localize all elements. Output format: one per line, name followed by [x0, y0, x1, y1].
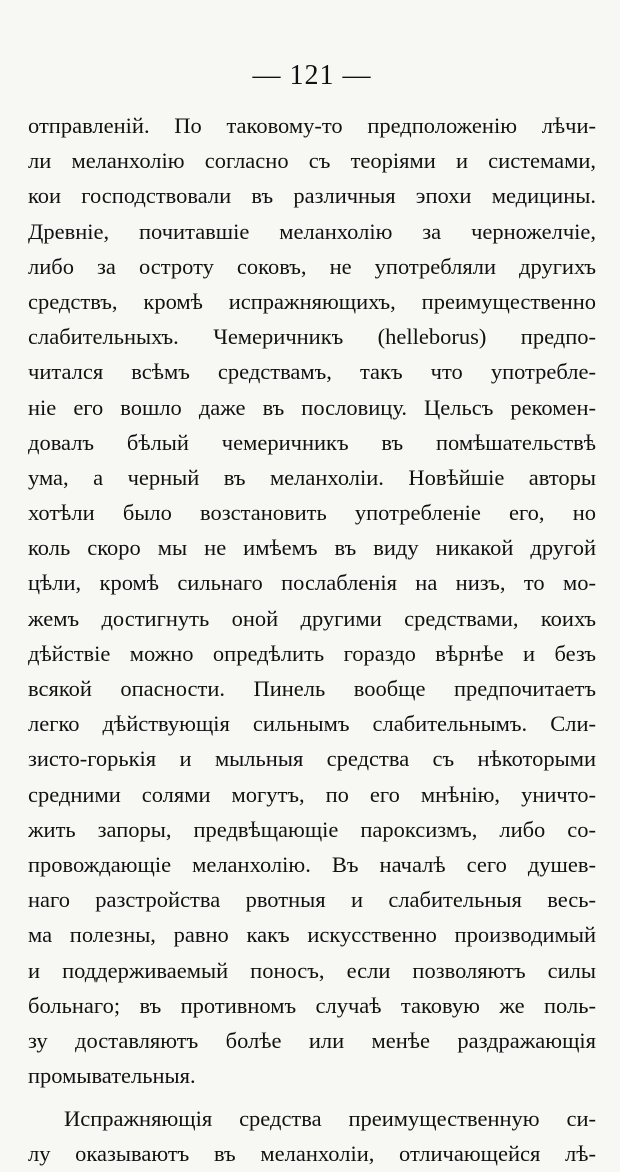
page-number: — 121 —: [252, 60, 372, 91]
text-line: читался всѣмъ средствамъ, такъ что употребле-: [28, 359, 596, 385]
text-line: дѣйствіе можно опредѣлить гораздо вѣрнѣе и безъ: [28, 640, 596, 666]
text-line: лу оказываютъ въ меланхоліи, отличающейся лѣ-: [28, 1141, 596, 1167]
text-line: всякой опасности. Пинель вообще предпочитаетъ: [28, 676, 596, 701]
text-line: цѣли, кромѣ сильнаго послабленія на низъ, то мо-: [28, 570, 596, 596]
text-line: средствъ, кромѣ испражняющихъ, преимущественно: [28, 288, 596, 314]
paragraph-1: [28, 108, 596, 1093]
text-line: ма полезны, равно какъ искусственно производимый: [28, 922, 596, 948]
text-line: и поддерживаемый поносъ, если позволяютъ силы: [28, 957, 596, 983]
text-line: ли меланхолію согласно съ теоріями и системами,: [28, 148, 596, 174]
paragraph-2: [28, 1101, 596, 1171]
text-line: жемъ достигнуть оной другими средствами, коихъ: [28, 605, 596, 631]
text-line: хотѣли было возстановить употребленіе его, но: [28, 500, 596, 526]
text-line: либо за остроту соковъ, не употребляли другихъ: [28, 253, 596, 279]
text-line: Древніе, почитавшіе меланхолію за черножелчіе,: [28, 218, 596, 244]
text-line: наго разстройства рвотныя и слабительныя весь-: [28, 887, 596, 913]
text-line: зу доставляютъ болѣе или менѣе раздражающія: [28, 1027, 596, 1053]
text-line: Испражняющія средства преимущественную си-: [64, 1106, 596, 1132]
text-line: зисто-горькія и мыльныя средства съ нѣкоторыми: [28, 746, 596, 772]
paragraph-gap: [28, 1093, 596, 1101]
text-line: довалъ бѣлый чемеричникъ въ помѣшательствѣ: [28, 429, 596, 455]
text-line: ніе его вошло даже въ пословицу. Цельсъ рекомен-: [28, 394, 596, 420]
text-line: отправленій. По таковому-то предположенію лѣчи-: [28, 113, 596, 138]
text-line: ума, а черный въ меланхоліи. Новѣйшіе авторы: [28, 464, 596, 490]
text-line: кои господствовали въ различныя эпохи медицины.: [28, 183, 596, 209]
text-line: средними солями могутъ, по его мнѣнію, уничто-: [28, 781, 596, 807]
text-line: провождающіе меланхолію. Въ началѣ сего душев-: [28, 851, 596, 877]
text-line: легко дѣйствующія сильнымъ слабительнымъ. Сли-: [28, 711, 596, 737]
text-line: больнаго; въ противномъ случаѣ таковую же поль-: [28, 992, 596, 1018]
text-line: слабительныхъ. Чемеричникъ (helleborus) предпо-: [28, 324, 596, 350]
text-line: промывательныя.: [28, 1063, 196, 1089]
text-line: коль скоро мы не имѣемъ въ виду никакой другой: [28, 535, 596, 561]
text-line: жить запоры, предвѣщающіе пароксизмъ, либо со-: [28, 816, 596, 842]
